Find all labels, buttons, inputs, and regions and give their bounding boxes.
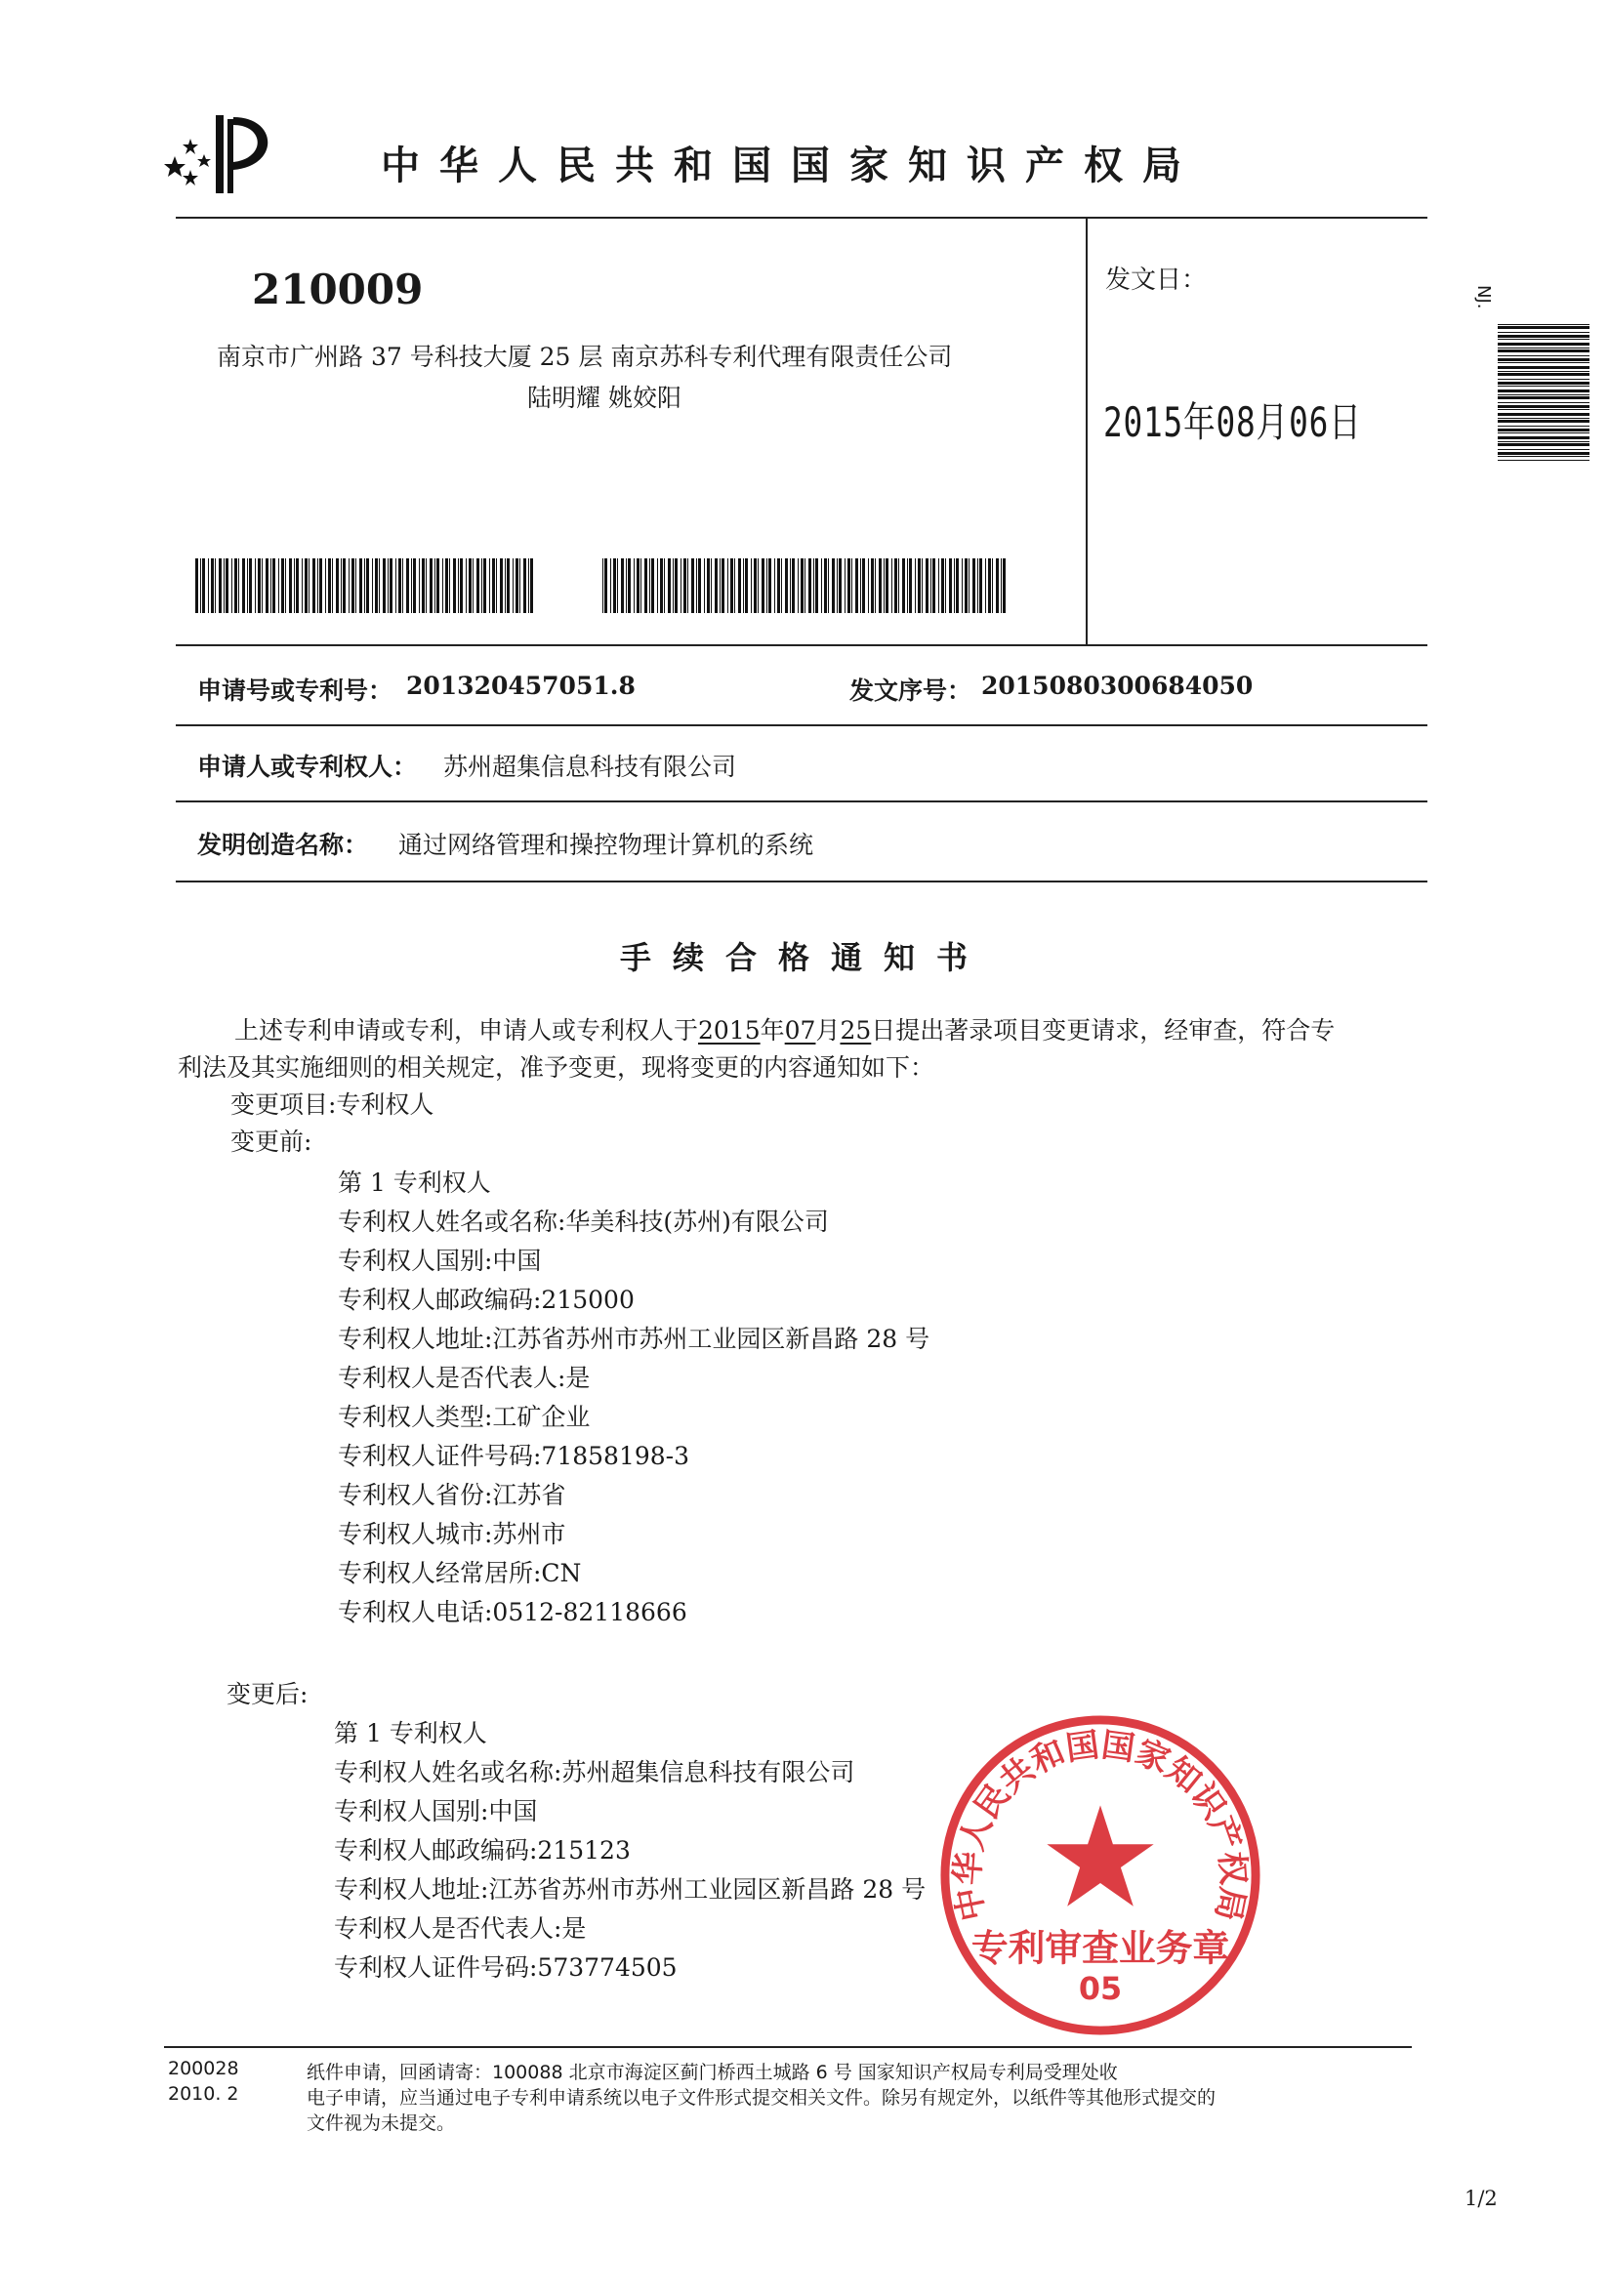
official-seal	[935, 1710, 1265, 2040]
application-number-value: 201320457051.8	[406, 672, 636, 700]
invention-value: 通过网络管理和操控物理计算机的系统	[398, 831, 814, 859]
application-number-label: 申请号或专利号：	[197, 676, 393, 705]
divider	[1086, 217, 1088, 644]
cnipa-logo	[161, 109, 288, 197]
seal-center-text: 专利审查业务章	[970, 1926, 1230, 1970]
divider	[176, 800, 1427, 802]
star-icon	[183, 170, 198, 185]
before-line: 专利权人城市:苏州市	[338, 1520, 566, 1548]
star-icon	[164, 156, 186, 177]
after-line: 专利权人国别:中国	[334, 1797, 538, 1825]
barcode	[602, 558, 1008, 613]
before-line: 专利权人经常居所:CN	[338, 1559, 582, 1587]
footer-line: 文件视为未提交。	[307, 2112, 456, 2134]
divider	[176, 217, 1427, 219]
barcode	[195, 558, 533, 613]
form-number: 200028	[168, 2058, 239, 2079]
before-line: 专利权人邮政编码:215000	[338, 1286, 635, 1314]
applicant-value: 苏州超集信息科技有限公司	[443, 753, 737, 781]
serial-number-value: 2015080300684050	[981, 672, 1254, 700]
before-line: 专利权人省份:江苏省	[338, 1481, 566, 1509]
send-date-value: 2015年08月06日	[1103, 398, 1362, 446]
notice-intro-line2: 利法及其实施细则的相关规定，准予变更，现将变更的内容通知如下：	[178, 1053, 935, 1082]
star-icon	[183, 139, 198, 154]
after-line: 专利权人姓名或名称:苏州超集信息科技有限公司	[334, 1758, 855, 1786]
after-line: 第 1 专利权人	[334, 1719, 487, 1747]
seal-number: 05	[1078, 1970, 1123, 2008]
before-line: 专利权人电话:0512-82118666	[338, 1598, 687, 1626]
divider	[176, 881, 1427, 882]
divider	[176, 724, 1427, 726]
before-line: 第 1 专利权人	[338, 1168, 491, 1197]
change-item: 变更项目:专利权人	[230, 1090, 434, 1119]
invention-label: 发明创造名称：	[197, 831, 369, 859]
send-date-label: 发文日：	[1105, 266, 1208, 295]
before-line: 专利权人证件号码:71858198-3	[338, 1442, 690, 1470]
after-line: 专利权人地址:江苏省苏州市苏州工业园区新昌路 28 号	[334, 1875, 927, 1904]
after-line: 专利权人邮政编码:215123	[334, 1836, 631, 1865]
divider	[164, 2046, 1412, 2048]
footer-line: 纸件申请，回函请寄：100088 北京市海淀区蓟门桥西土城路 6 号 国家知识产权局专利局受理处收	[307, 2062, 1118, 2083]
before-line: 专利权人是否代表人:是	[338, 1364, 591, 1392]
recipient-names: 陆明耀 姚姣阳	[527, 384, 681, 412]
notice-title: 手续合格通知书	[619, 939, 989, 976]
before-line: 专利权人姓名或名称:华美科技(苏州)有限公司	[338, 1208, 829, 1236]
page-number: 1/2	[1465, 2187, 1498, 2210]
recipient-address: 南京市广州路 37 号科技大厦 25 层 南京苏科专利代理有限责任公司	[217, 343, 953, 371]
before-line: 专利权人类型:工矿企业	[338, 1403, 591, 1431]
before-line: 专利权人地址:江苏省苏州市苏州工业园区新昌路 28 号	[338, 1325, 930, 1353]
star-icon	[197, 154, 211, 167]
star-icon	[1047, 1805, 1153, 1906]
footer-line: 电子申请，应当通过电子专利申请系统以电子文件形式提交相关文件。除另有规定外，以纸件等其他形式提交的	[307, 2087, 1217, 2109]
request-month: 07	[784, 1016, 816, 1045]
request-day: 25	[840, 1016, 872, 1045]
after-line: 专利权人是否代表人:是	[334, 1914, 587, 1943]
seal-ring-text: 中华人民共和国国家知识产权局	[947, 1725, 1254, 1924]
before-label: 变更前:	[230, 1128, 312, 1156]
side-barcode	[1498, 324, 1589, 461]
notice-intro: 上述专利申请或专利，申请人或专利权人于2015年07月25日提出著录项目变更请求，经审查，符合专	[234, 1016, 1336, 1045]
divider	[176, 644, 1427, 646]
before-line: 专利权人国别:中国	[338, 1247, 542, 1275]
request-year: 2015	[698, 1016, 761, 1045]
serial-number-label: 发文序号：	[849, 676, 972, 705]
applicant-label: 申请人或专利权人：	[197, 753, 418, 781]
postal-code: 210009	[252, 266, 424, 313]
office-title: 中华人民共和国国家知识产权局	[381, 144, 1201, 188]
form-date: 2010. 2	[168, 2083, 239, 2105]
side-code: NJ.	[1473, 285, 1494, 309]
after-label: 变更后:	[227, 1680, 309, 1708]
after-line: 专利权人证件号码:573774505	[334, 1953, 678, 1982]
